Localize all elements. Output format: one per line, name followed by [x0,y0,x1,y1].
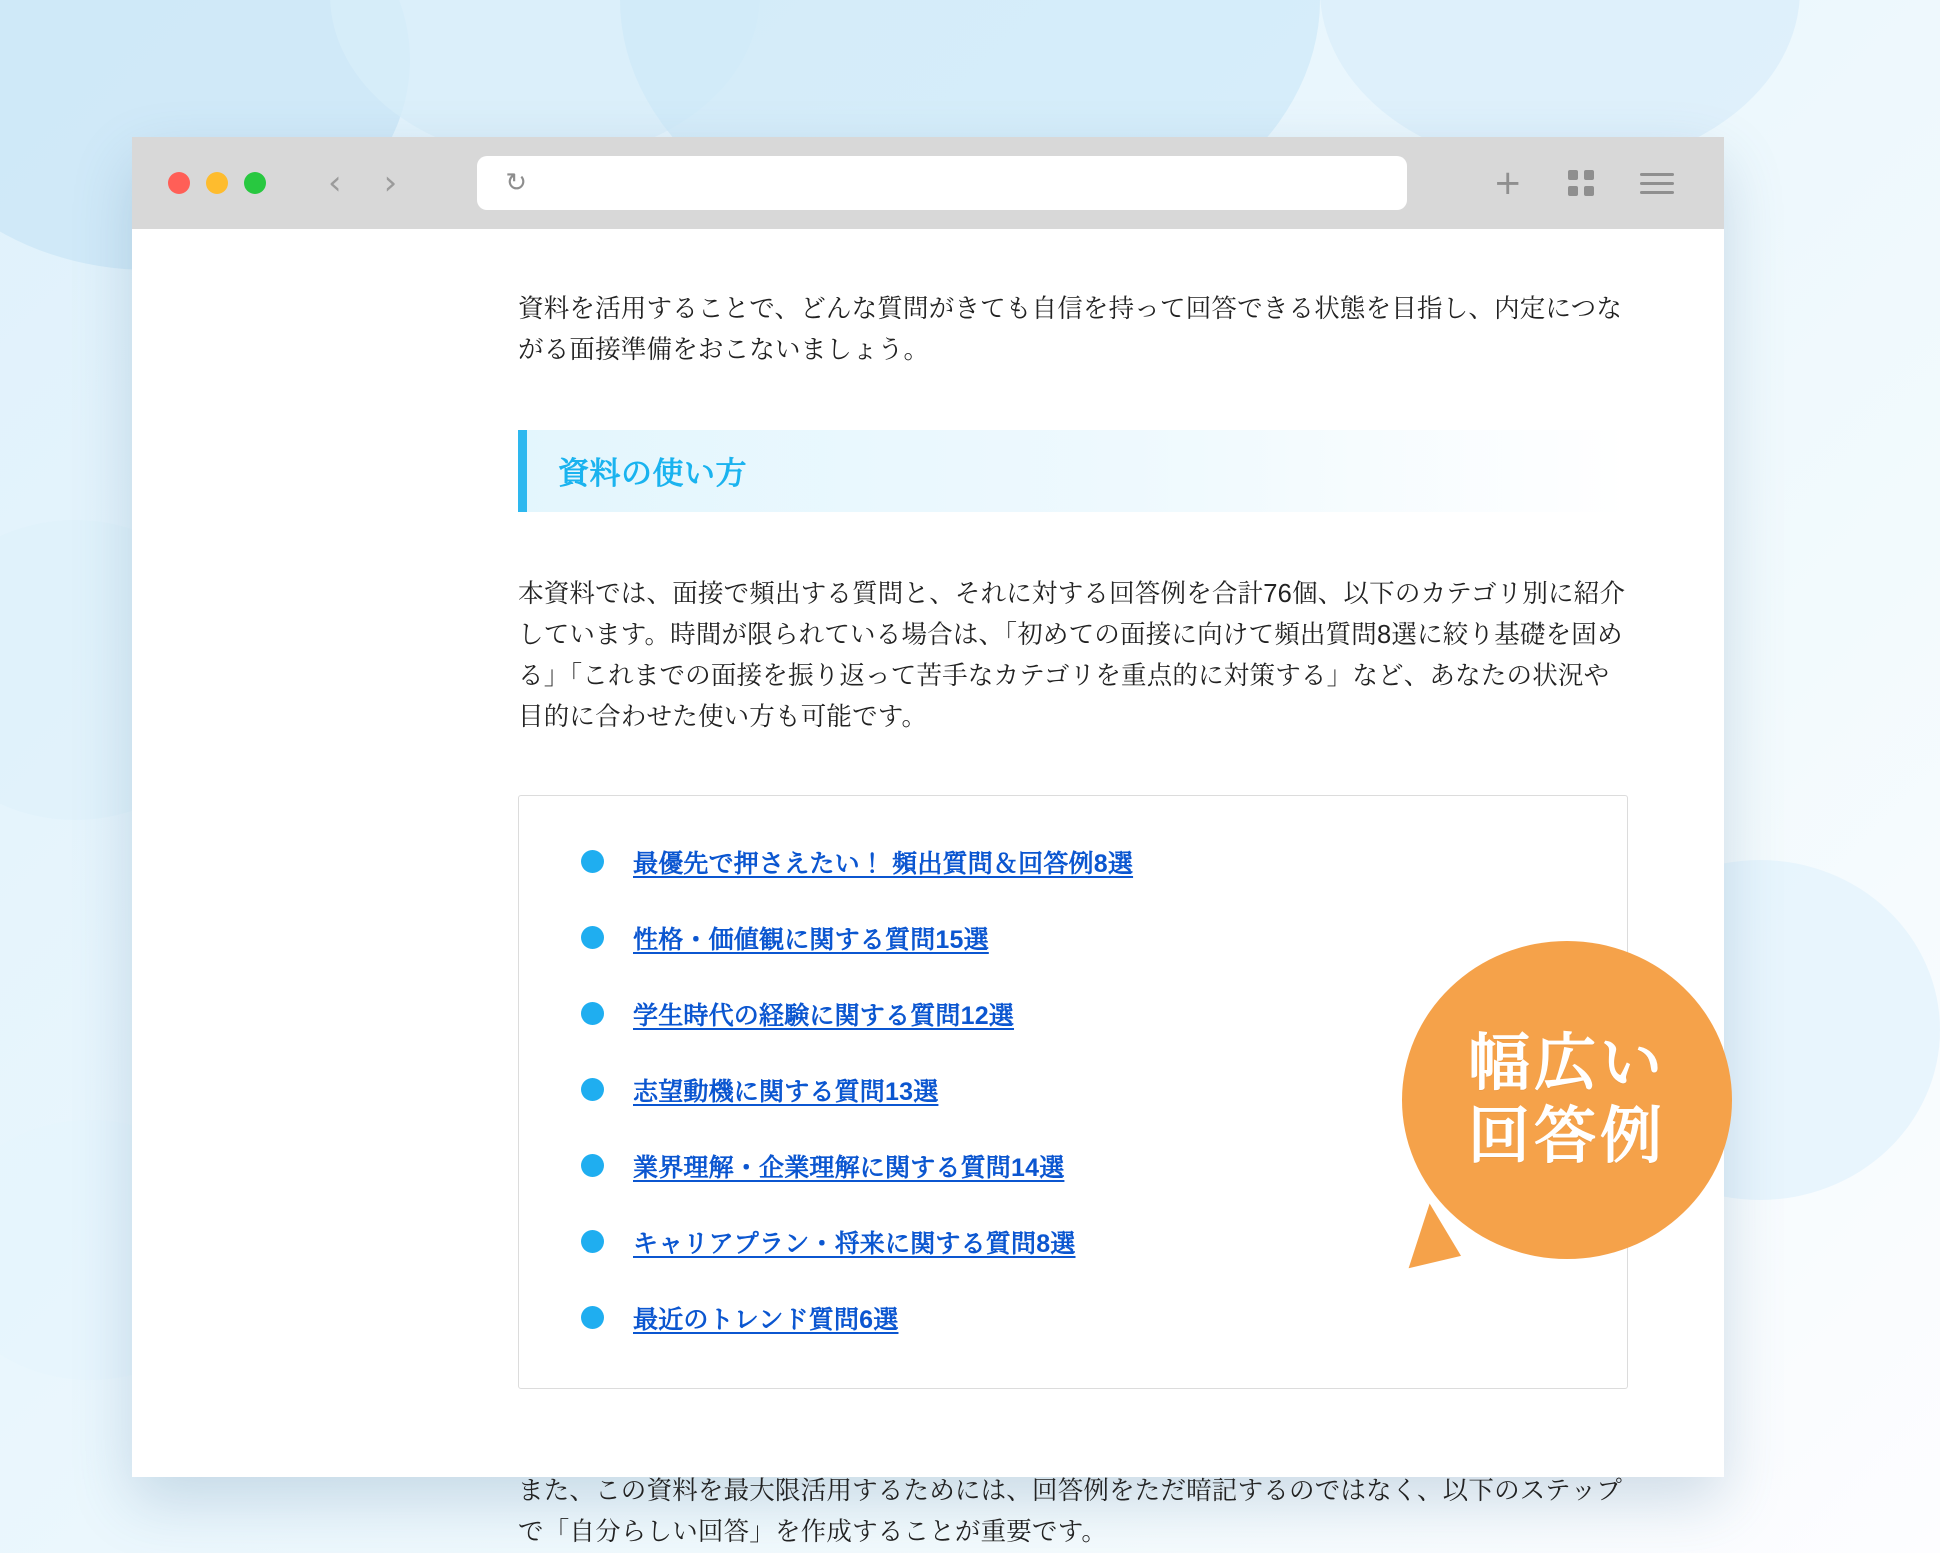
tab-overview-icon[interactable] [1568,170,1594,196]
back-arrow-icon[interactable]: ‹ [328,163,342,203]
body-paragraph: 本資料では、面接で頻出する質問と、それに対する回答例を合計76個、以下のカテゴリ別に紹介しています。時間が限られている場合は、「初めての面接に向けて頻出質問8選に絞り基礎を固める」「これまでの面接を振り返って苦手なカテゴリを重点的に対策する」など、あなたの状況や目的に合わせた使い方も可能です。 [518,579,1626,732]
toc-link[interactable]: 学生時代の経験に関する質問12選 [633,1001,1015,1030]
toc-link[interactable]: 業界理解・企業理解に関する質問14選 [633,1153,1065,1182]
heading-accent-bar [518,430,527,512]
bullet-icon [581,1306,604,1329]
intro-paragraph: 資料を活用することで、どんな質問がきても自信を持って回答できる状態を目指し、内定につながる面接準備をおこないましょう。 [518,295,1623,365]
toolbar-actions [1493,163,1697,203]
balloon-text-line1: 幅広い [1467,1028,1666,1098]
close-window-button[interactable] [168,172,190,194]
balloon-text [1402,941,1732,1259]
maximize-window-button[interactable] [244,172,266,194]
bullet-icon [581,926,604,949]
minimize-window-button[interactable] [206,172,228,194]
browser-toolbar [132,137,1724,229]
section-heading-band [518,430,1628,512]
toc-link[interactable]: キャリアプラン・将来に関する質問8選 [633,1229,1076,1258]
bullet-icon [581,1230,604,1253]
address-bar[interactable] [477,156,1407,210]
toc-link[interactable]: 志望動機に関する質問13選 [633,1077,939,1106]
toc-link[interactable]: 性格・価値観に関する質問15選 [633,925,989,954]
document-viewport[interactable] [132,229,1724,1547]
reload-icon[interactable]: ↻ [505,168,528,198]
bullet-icon [581,1154,604,1177]
document-content [518,229,1628,1553]
speech-balloon-badge [1402,941,1732,1259]
menu-icon[interactable] [1640,167,1674,200]
balloon-text-line2: 回答例 [1467,1102,1666,1171]
bullet-icon [581,1078,604,1101]
section-heading-title: 資料の使い方 [558,456,747,492]
toc-link[interactable]: 最優先で押さえたい！ 頻出質問＆回答例8選 [633,849,1134,878]
bullet-icon [581,1002,604,1025]
list-item[interactable] [581,1300,1627,1336]
navigation-buttons[interactable] [328,163,398,203]
toc-link[interactable]: 最近のトレンド質問6選 [633,1305,899,1334]
browser-window [132,137,1724,1547]
list-item[interactable] [581,844,1627,880]
outro-paragraph: また、この資料を最大限活用するためには、回答例をただ暗記するのではなく、以下のステップで「自分らしい回答」を作成することが重要です。 [518,1476,1623,1547]
forward-arrow-icon[interactable]: › [383,163,398,203]
window-controls[interactable] [168,172,266,194]
new-tab-icon[interactable]: + [1493,163,1522,203]
bullet-icon [581,850,604,873]
